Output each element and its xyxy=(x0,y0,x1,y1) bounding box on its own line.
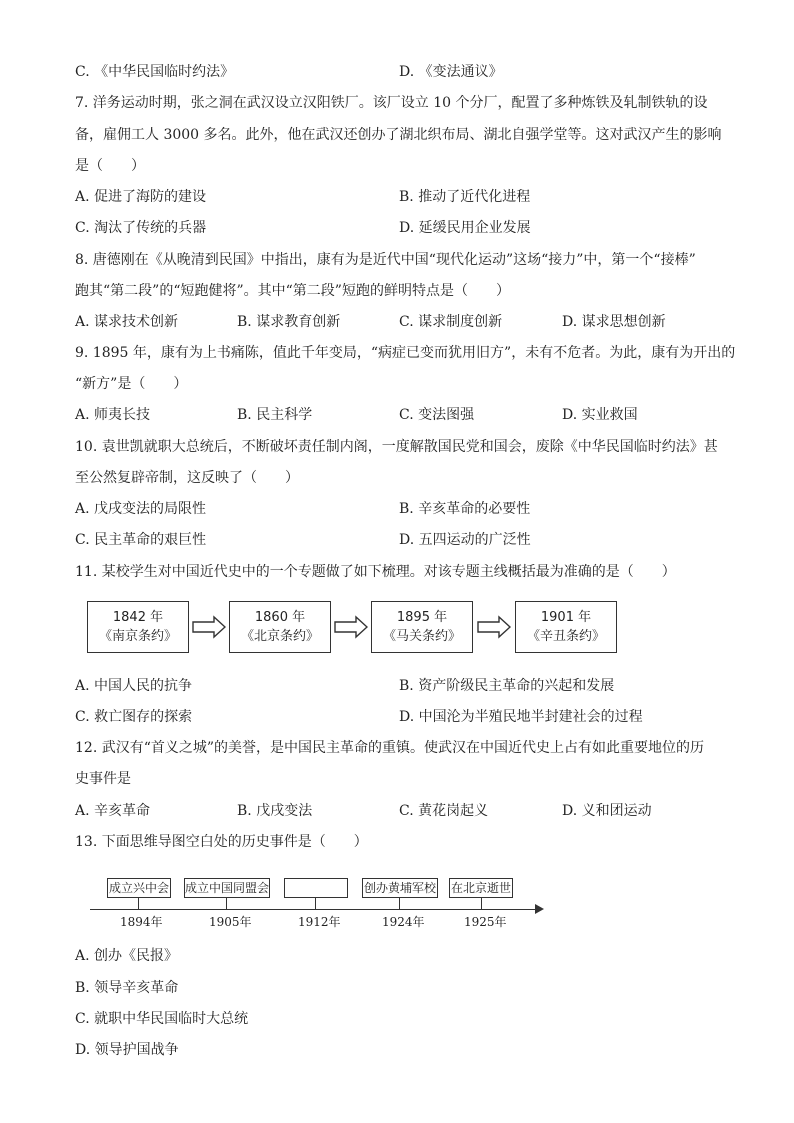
flow-treaty: 《辛丑条约》 xyxy=(526,629,605,644)
timeline-event-box: 成立兴中会 xyxy=(107,878,171,898)
timeline-year: 1925年 xyxy=(464,915,507,929)
q11-option-c: C. 救亡图存的探索 xyxy=(75,709,193,725)
q12-option-b: B. 戊戌变法 xyxy=(237,803,313,819)
timeline-year: 1912年 xyxy=(298,915,341,929)
flow-box-beijing xyxy=(229,601,331,653)
timeline-tick xyxy=(481,898,482,909)
q10-option-a: A. 戊戌变法的局限性 xyxy=(75,501,207,517)
q9-option-c: C. 变法图强 xyxy=(399,407,475,423)
timeline-arrow-icon xyxy=(535,904,544,914)
timeline-blank-box xyxy=(284,878,348,898)
q9-stem-line-1: 9. 1895 年，康有为上书痛陈，值此千年变局，“病症已变而犹用旧方”，未有不危者。为此，康有为开出的 xyxy=(75,345,736,361)
q8-option-c: C. 谋求制度创新 xyxy=(399,314,503,330)
q12-stem-line-2: 史事件是 xyxy=(75,771,131,787)
q12-option-d: D. 义和团运动 xyxy=(562,803,652,819)
timeline-year: 1905年 xyxy=(209,915,252,929)
q10-stem-line-1: 10. 袁世凯就职大总统后，不断破坏责任制内阁，一度解散国民党和国会，废除《中华民国临时约法》甚 xyxy=(75,439,718,455)
q10-option-c: C. 民主革命的艰巨性 xyxy=(75,532,207,548)
timeline-year: 1894年 xyxy=(120,915,163,929)
q12-stem-line-1: 12. 武汉有“首义之城”的美誉，是中国民主革命的重镇。使武汉在中国近代史上占有如此重要地位的历 xyxy=(75,740,705,756)
flow-year: 1895 年 xyxy=(396,610,448,625)
q12-option-a: A. 辛亥革命 xyxy=(75,803,151,819)
timeline-event-box: 成立中国同盟会 xyxy=(184,878,270,898)
flow-box-nanjing xyxy=(87,601,189,653)
timeline-tick xyxy=(226,898,227,909)
q10-option-d: D. 五四运动的广泛性 xyxy=(399,532,531,548)
flow-treaty: 《马关条约》 xyxy=(382,629,461,644)
flow-year: 1860 年 xyxy=(254,610,306,625)
q7-stem-line-3: 是（ ） xyxy=(75,158,145,174)
flow-year: 1842 年 xyxy=(112,610,164,625)
q6-option-c: C. 《中华民国临时约法》 xyxy=(75,64,235,80)
timeline-tick xyxy=(315,898,316,909)
flow-box-xinchou xyxy=(515,601,617,653)
q10-stem-line-2: 至公然复辟帝制，这反映了（ ） xyxy=(75,470,299,486)
q9-option-a: A. 师夷长技 xyxy=(75,407,151,423)
q13-option-c: C. 就职中华民国临时大总统 xyxy=(75,1011,249,1027)
q9-option-b: B. 民主科学 xyxy=(237,407,313,423)
timeline-axis xyxy=(90,909,538,910)
timeline-tick xyxy=(399,898,400,909)
q8-option-a: A. 谋求技术创新 xyxy=(75,314,179,330)
q7-stem-line-2: 备，雇佣工人 3000 多名。此外，他在武汉还创办了湖北织布局、湖北自强学堂等。这对武汉产生的影响 xyxy=(75,127,722,143)
q11-option-d: D. 中国沦为半殖民地半封建社会的过程 xyxy=(399,709,643,725)
q9-stem-line-2: “新方”是（ ） xyxy=(75,376,188,392)
q13-option-b: B. 领导辛亥革命 xyxy=(75,980,179,996)
timeline-event-box: 在北京逝世 xyxy=(449,878,513,898)
q8-stem-line-2: 跑其“第二段”的“短跑健将”。其中“第二段”短跑的鲜明特点是（ ） xyxy=(75,283,510,299)
q7-option-a: A. 促进了海防的建设 xyxy=(75,189,207,205)
flow-arrow-icon xyxy=(192,615,226,639)
q12-option-c: C. 黄花岗起义 xyxy=(399,803,489,819)
q10-option-b: B. 辛亥革命的必要性 xyxy=(399,501,531,517)
timeline-tick xyxy=(138,898,139,909)
flow-arrow-icon xyxy=(334,615,368,639)
q11-stem: 11. 某校学生对中国近代史中的一个专题做了如下梳理。对该专题主线概括最为准确的是（ ） xyxy=(75,564,676,580)
flow-treaty: 《北京条约》 xyxy=(240,629,319,644)
q8-option-d: D. 谋求思想创新 xyxy=(562,314,666,330)
q8-option-b: B. 谋求教育创新 xyxy=(237,314,341,330)
flow-box-maguan xyxy=(371,601,473,653)
q13-option-a: A. 创办《民报》 xyxy=(75,948,179,964)
q7-option-c: C. 淘汰了传统的兵器 xyxy=(75,220,207,236)
q8-stem-line-1: 8. 唐德刚在《从晚清到民国》中指出，康有为是近代中国“现代化运动”这场“接力”中，第一个“接棒” xyxy=(75,252,696,268)
q11-option-b: B. 资产阶级民主革命的兴起和发展 xyxy=(399,678,615,694)
q13-option-d: D. 领导护国战争 xyxy=(75,1042,179,1058)
flow-arrow-icon xyxy=(477,615,511,639)
q6-option-d: D. 《变法通议》 xyxy=(399,64,503,80)
q7-option-b: B. 推动了近代化进程 xyxy=(399,189,531,205)
q9-option-d: D. 实业救国 xyxy=(562,407,638,423)
q11-option-a: A. 中国人民的抗争 xyxy=(75,678,193,694)
q13-stem: 13. 下面思维导图空白处的历史事件是（ ） xyxy=(75,834,368,850)
timeline-event-box: 创办黄埔军校 xyxy=(362,878,438,898)
timeline-year: 1924年 xyxy=(382,915,425,929)
flow-treaty: 《南京条约》 xyxy=(98,629,177,644)
q7-stem-line-1: 7. 洋务运动时期，张之洞在武汉设立汉阳铁厂。该厂设立 10 个分厂，配置了多种炼铁及轧制铁轨的设 xyxy=(75,95,708,111)
flow-year: 1901 年 xyxy=(540,610,592,625)
q7-option-d: D. 延缓民用企业发展 xyxy=(399,220,531,236)
